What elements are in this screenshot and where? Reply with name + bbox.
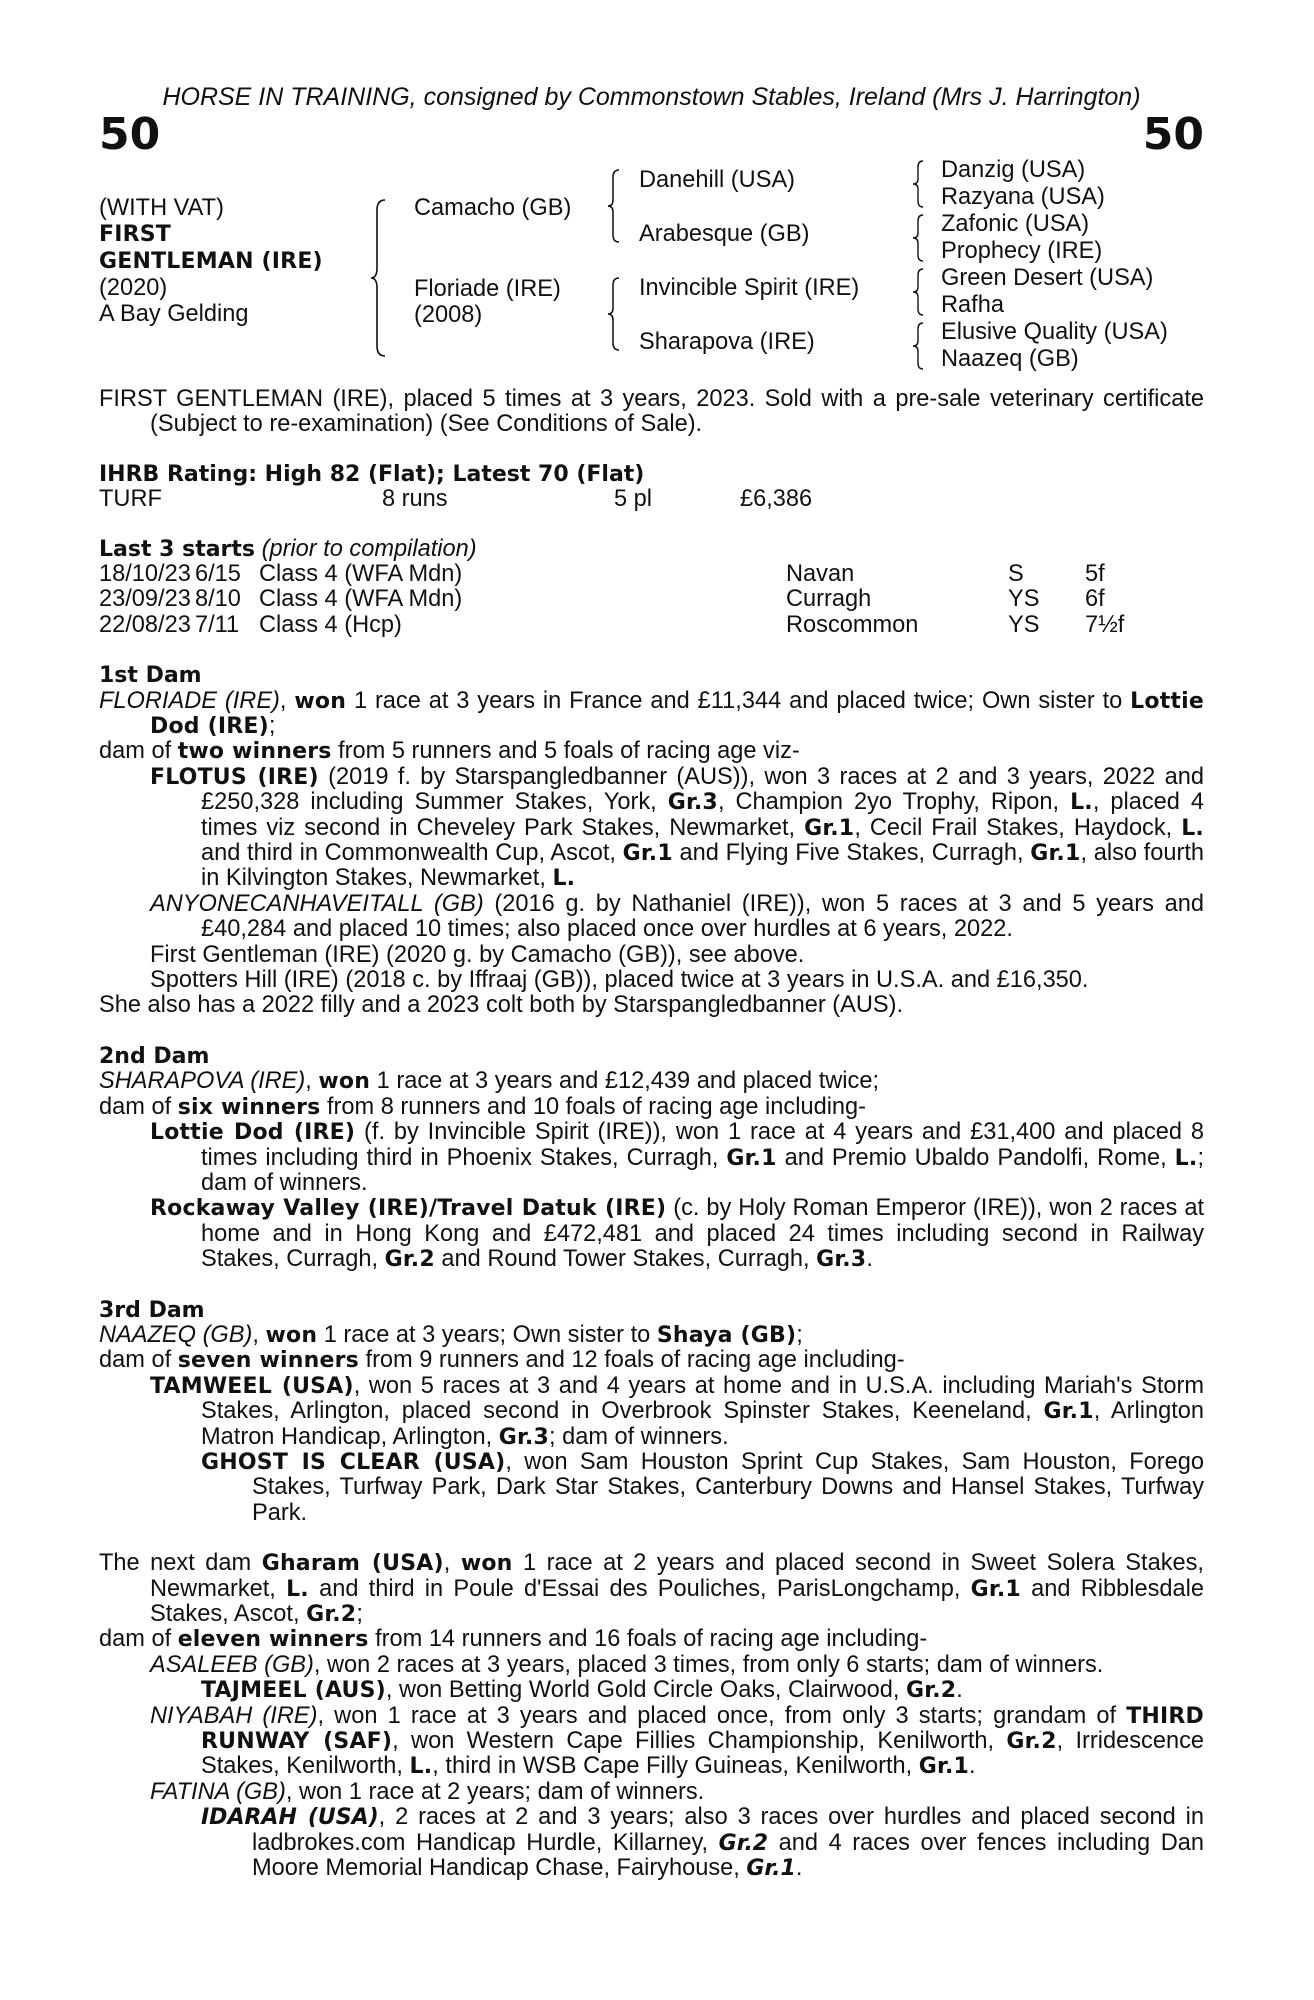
spotters-entry: Spotters Hill (IRE) (2018 c. by Iffraaj (GB)), placed twice at 3 years in U.S.A. and £16,350. <box>150 967 1089 994</box>
text: , won 1 race at 2 years; dam of winners. <box>285 1778 705 1805</box>
winners-count: seven winners <box>177 1348 359 1374</box>
first-dam-produce <box>99 739 1204 764</box>
winners-count: six winners <box>177 1094 321 1120</box>
text: , won 2 races at 3 years, placed 3 times, from only 6 starts; dam of winners. <box>313 1651 1104 1678</box>
grade: Gr.2 <box>384 1247 435 1273</box>
horse-name: ANYONECANHAVEITALL (GB) <box>150 890 484 917</box>
horse-description: A Bay Gelding <box>99 301 249 327</box>
start-position: 6/15 <box>195 561 241 588</box>
brace-horse <box>369 198 389 358</box>
dam: Floriade (IRE) <box>414 276 561 302</box>
won-label: won <box>460 1551 513 1577</box>
next-dam-produce <box>99 1627 1204 1652</box>
text: from 8 runners and 10 foals of racing age including- <box>320 1093 867 1120</box>
brace-sire <box>606 168 622 244</box>
horse-name: TAJMEEL (AUS) <box>201 1678 386 1704</box>
winners-count: two winners <box>177 739 332 765</box>
grade: Gr.2 <box>306 1602 357 1628</box>
grade: L. <box>409 1754 433 1780</box>
text: . <box>956 1677 963 1704</box>
gen3-7: Elusive Quality (USA) <box>941 319 1168 345</box>
text: . <box>969 1753 976 1780</box>
gen3-1: Danzig (USA) <box>941 157 1086 183</box>
anyone-entry <box>99 892 1204 943</box>
grade: Gr.3 <box>667 790 718 816</box>
text: 1 race at 3 years and £12,439 and placed twice; <box>370 1068 880 1095</box>
dam-sire: Invincible Spirit (IRE) <box>639 275 860 301</box>
brace-gen3-1 <box>911 158 927 210</box>
text: and Ribblesdale Stakes, Ascot, <box>150 1575 1205 1628</box>
text: dam of <box>99 1626 178 1653</box>
brace-gen3-4 <box>911 320 927 372</box>
text: , Arlington Matron Handicap, Arlington, <box>201 1398 1204 1450</box>
text: ; <box>356 1601 363 1628</box>
text: , won 5 races at 3 and 4 years at home and in U.S.A. including Mariah's Storm Stakes, Arlington, placed second in Overbrook Spinster Stakes, Keeneland, <box>201 1372 1205 1425</box>
gen3-8: Naazeq (GB) <box>941 346 1079 372</box>
grade: L. <box>1174 1145 1198 1171</box>
next-dam-record <box>99 1551 1204 1627</box>
start-date: 18/10/23 <box>99 561 191 588</box>
grade: Gr.1 <box>804 815 855 841</box>
text: , won Betting World Gold Circle Oaks, Clairwood, <box>385 1677 907 1704</box>
horse-name: FATINA (GB) <box>150 1778 286 1805</box>
horse-summary: FIRST GENTLEMAN (IRE), placed 5 times at 3 years, 2023. Sold with a pre-sale veterinary certificate (Subject to re-examination) (See Conditions of Sale). <box>99 386 1204 438</box>
first-dam-also: She also has a 2022 filly and a 2023 colt both by Starspangledbanner (AUS). <box>99 992 904 1019</box>
lot-number-left: 50 <box>99 109 161 160</box>
text: , placed 4 times viz second in Cheveley Park Stakes, Newmarket, <box>201 789 1204 841</box>
text: and Round Tower Stakes, Curragh, <box>434 1246 817 1273</box>
grade: Gr.1 <box>1043 1399 1094 1425</box>
text: 1 race at 3 years; Own sister to <box>317 1321 657 1348</box>
text: 1 race at 2 years and placed second in Sweet Solera Stakes, Newmarket, <box>150 1550 1204 1602</box>
rating-placed: 5 pl <box>614 486 653 513</box>
start-going: YS <box>1008 586 1040 613</box>
text: (f. by Invincible Spirit (IRE)), won 1 race at 4 years and £31,400 and placed 8 times including third in Phoenix Stakes, Curragh, <box>201 1119 1204 1171</box>
horse-name: Rockaway Valley (IRE)/Travel Datuk (IRE) <box>150 1196 667 1222</box>
rockaway-entry <box>99 1196 1204 1272</box>
dam-name: SHARAPOVA (IRE) <box>99 1068 306 1095</box>
grade: Gr.1 <box>918 1754 970 1780</box>
start-race: Class 4 (WFA Mdn) <box>259 561 463 588</box>
gen3-6: Rafha <box>941 292 1004 318</box>
grade: L. <box>552 866 576 892</box>
grade: Gr.1 <box>622 841 673 867</box>
grade: Gr.3 <box>816 1247 867 1273</box>
grade: Gr.2 <box>906 1678 957 1704</box>
second-dam-record: SHARAPOVA (IRE), won 1 race at 3 years and £12,439 and placed twice; <box>99 1068 880 1095</box>
text: , 2 races at 2 and 3 years; also 3 races over hurdles and placed second in ladbrokes.com Handicap Hurdle, Killarney, <box>252 1804 1205 1856</box>
last-starts-note: (prior to compilation) <box>261 535 477 562</box>
sire-sire: Danehill (USA) <box>639 167 796 193</box>
first-dam-record: FLORIADE (IRE), won 1 race at 3 years in France and £11,344 and placed twice; Own sister to Lottie Dod (IRE); <box>99 687 1204 740</box>
text: and third in Poule d'Essai des Pouliches, ParisLongchamp, <box>308 1575 971 1602</box>
text: The next dam <box>99 1550 262 1577</box>
sister-name: Shaya (GB) <box>656 1322 797 1348</box>
grade: Gr.1 <box>726 1145 777 1171</box>
text: , Cecil Frail Stakes, Haydock, <box>854 814 1182 841</box>
grade: L. <box>1070 790 1093 816</box>
text: ; dam of winners. <box>201 1144 1204 1196</box>
sire-dam: Arabesque (GB) <box>639 221 810 247</box>
text: and Premio Ubaldo Pandolfi, Rome, <box>776 1144 1175 1171</box>
text: , Champion 2yo Trophy, Ripon, <box>717 789 1071 816</box>
horse-name: GHOST IS CLEAR (USA) <box>201 1449 506 1475</box>
horse-details <box>99 195 323 327</box>
start-going: YS <box>1008 611 1040 638</box>
grade: Gr.1 <box>970 1576 1021 1602</box>
text: . <box>866 1246 873 1273</box>
start-course: Curragh <box>786 586 872 613</box>
start-position: 7/11 <box>195 611 240 638</box>
vat-note: (WITH VAT) <box>99 195 224 221</box>
grade: L. <box>1181 815 1204 841</box>
asaleeb-entry <box>99 1653 1204 1678</box>
start-position: 8/10 <box>195 586 241 613</box>
text: , <box>443 1550 461 1577</box>
second-dam-heading: 2nd Dam <box>99 1043 210 1069</box>
text: , won 1 race at 3 years and placed once, from only 3 starts; grandam of <box>317 1702 1127 1729</box>
text: , won Western Cape Fillies Championship, Kenilworth, <box>392 1728 1007 1755</box>
text: ; dam of winners. <box>548 1423 729 1450</box>
text: ; <box>268 713 276 740</box>
last-starts-heading: Last 3 starts <box>99 536 256 562</box>
horse-name: TAMWEEL (USA) <box>150 1373 354 1399</box>
start-distance: 7½f <box>1085 611 1125 638</box>
pedigree-table <box>99 158 1204 383</box>
start-race: Class 4 (WFA Mdn) <box>259 586 463 613</box>
rating-surface: TURF <box>99 486 162 513</box>
text: and third in Commonwealth Cup, Ascot, <box>201 840 623 867</box>
gen3-5: Green Desert (USA) <box>941 265 1154 291</box>
horse-name: THIRD RUNWAY (SAF) <box>201 1703 1204 1755</box>
dam-block <box>414 276 561 328</box>
grade: Gr.2 <box>718 1830 769 1856</box>
rating-earnings: £6,386 <box>740 486 813 513</box>
grade: Gr.3 <box>498 1424 549 1450</box>
winners-count: eleven winners <box>177 1627 369 1653</box>
horse-name: Lottie Dod (IRE) <box>150 1120 356 1146</box>
gen3-3: Zafonic (USA) <box>941 211 1090 237</box>
third-dam-section <box>99 1298 1204 1527</box>
rating-heading: IHRB Rating: High 82 (Flat); Latest 70 (Flat) <box>99 461 645 487</box>
dam-dam: Sharapova (IRE) <box>639 329 815 355</box>
gen3-2: Razyana (USA) <box>941 184 1105 210</box>
second-dam-section <box>99 1044 1204 1273</box>
dam-name: Gharam (USA) <box>261 1551 444 1577</box>
horse-year: (2020) <box>99 275 168 301</box>
rating-row <box>99 487 1204 512</box>
horse-name-line1: FIRST <box>99 222 172 247</box>
start-row <box>99 613 1204 638</box>
brace-gen3-2 <box>911 212 927 264</box>
text: dam of <box>99 1093 178 1120</box>
lottie-entry <box>99 1120 1204 1196</box>
lot-number-right: 50 <box>1142 109 1204 160</box>
first-dam-heading: 1st Dam <box>99 663 202 689</box>
last-starts-section <box>99 537 1204 639</box>
start-date: 23/09/23 <box>99 586 191 613</box>
dam-name: FLORIADE (IRE) <box>99 687 280 714</box>
lot-number-row <box>99 109 1204 160</box>
start-course: Navan <box>786 561 855 588</box>
horse-name-line2: GENTLEMAN (IRE) <box>99 249 323 274</box>
text: dam of <box>99 1347 178 1374</box>
gen3-4: Prophecy (IRE) <box>941 238 1103 264</box>
third-dam-heading: 3rd Dam <box>99 1297 205 1323</box>
start-row <box>99 587 1204 612</box>
third-dam-record: NAAZEQ (GB), won 1 race at 3 years; Own sister to Shaya (GB); <box>99 1321 803 1348</box>
start-date: 22/08/23 <box>99 611 191 638</box>
text: and Flying Five Stakes, Curragh, <box>672 840 1031 867</box>
won-label: won <box>265 1322 318 1348</box>
won-label: won <box>318 1069 371 1095</box>
dam-year: (2008) <box>414 302 483 328</box>
rating-runs: 8 runs <box>382 486 448 513</box>
next-dam-section <box>99 1551 1204 1881</box>
horse-name: NIYABAH (IRE) <box>150 1702 318 1729</box>
text: dam of <box>99 738 178 765</box>
text: , won Sam Houston Sprint Cup Stakes, Sam Houston, Forego Stakes, Turfway Park, Dark Star Stakes, Canterbury Downs and Hansel Stakes, Turfway Park. <box>252 1448 1204 1526</box>
text: ; <box>796 1321 803 1348</box>
start-going: S <box>1008 561 1024 588</box>
first-gentleman-entry: First Gentleman (IRE) (2020 g. by Camacho (GB)), see above. <box>150 941 805 968</box>
grade: Gr.1 <box>746 1856 796 1882</box>
niyabah-entry <box>99 1704 1204 1780</box>
start-race: Class 4 (Hcp) <box>259 611 402 638</box>
text: 1 race at 3 years in France and £11,344 and placed twice; Own sister to <box>346 687 1131 714</box>
text: and 4 races over fences including Dan Moore Memorial Handicap Chase, Fairyhouse, <box>252 1829 1204 1882</box>
tamweel-entry <box>99 1374 1204 1450</box>
third-dam-produce <box>99 1348 1204 1373</box>
catalogue-page <box>99 82 1204 1881</box>
ghost-entry <box>99 1450 1204 1526</box>
sire: Camacho (GB) <box>414 195 572 221</box>
dam-name: NAAZEQ (GB) <box>99 1321 253 1348</box>
horse-name: FLOTUS (IRE) <box>150 764 319 790</box>
grade: L. <box>286 1576 309 1602</box>
text: from 9 runners and 12 foals of racing age including- <box>358 1347 905 1374</box>
text: . <box>795 1855 803 1882</box>
brace-dam <box>606 276 622 352</box>
horse-name: ASALEEB (GB) <box>150 1651 314 1678</box>
rating-section <box>99 462 1204 513</box>
text: , third in WSB Cape Filly Guineas, Kenilworth, <box>432 1753 919 1780</box>
first-dam-section <box>99 663 1204 1019</box>
second-dam-produce <box>99 1095 1204 1120</box>
sister-name: Lottie Dod (IRE) <box>150 688 1204 740</box>
text: (c. by Holy Roman Emperor (IRE)), won 2 races at home and in Hong Kong and £472,481 and placed 24 times including second in Railway Stakes, Curragh, <box>201 1195 1204 1273</box>
horse-name: IDARAH (USA) <box>201 1805 379 1831</box>
won-label: won <box>294 688 347 714</box>
brace-gen3-3 <box>911 266 927 318</box>
text: from 5 runners and 5 foals of racing age viz- <box>331 738 800 765</box>
flotus-entry <box>99 765 1204 892</box>
text: from 14 runners and 16 foals of racing age including- <box>368 1626 928 1653</box>
start-row <box>99 562 1204 587</box>
grade: Gr.2 <box>1006 1729 1057 1755</box>
fatina-entry <box>99 1780 1204 1805</box>
text: (2019 f. by Starspangledbanner (AUS)), won 3 races at 2 and 3 years, 2022 and £250,328 including Summer Stakes, York, <box>201 763 1204 816</box>
idarah-entry <box>99 1805 1204 1881</box>
start-distance: 5f <box>1085 561 1105 588</box>
start-course: Roscommon <box>786 611 919 638</box>
tajmeel-entry <box>99 1678 1204 1703</box>
consignment-line: HORSE IN TRAINING, consigned by Commonstown Stables, Ireland (Mrs J. Harrington) <box>162 83 1141 111</box>
grade: Gr.1 <box>1030 841 1081 867</box>
start-distance: 6f <box>1085 586 1105 613</box>
text: (2016 g. by Nathaniel (IRE)), won 5 races at 3 and 5 years and £40,284 and placed 10 times; also placed once over hurdles at 6 years, 2022. <box>201 890 1205 943</box>
text: , Irridescence Stakes, Kenilworth, <box>201 1728 1204 1780</box>
text: , also fourth in Kilvington Stakes, Newmarket, <box>201 840 1205 892</box>
